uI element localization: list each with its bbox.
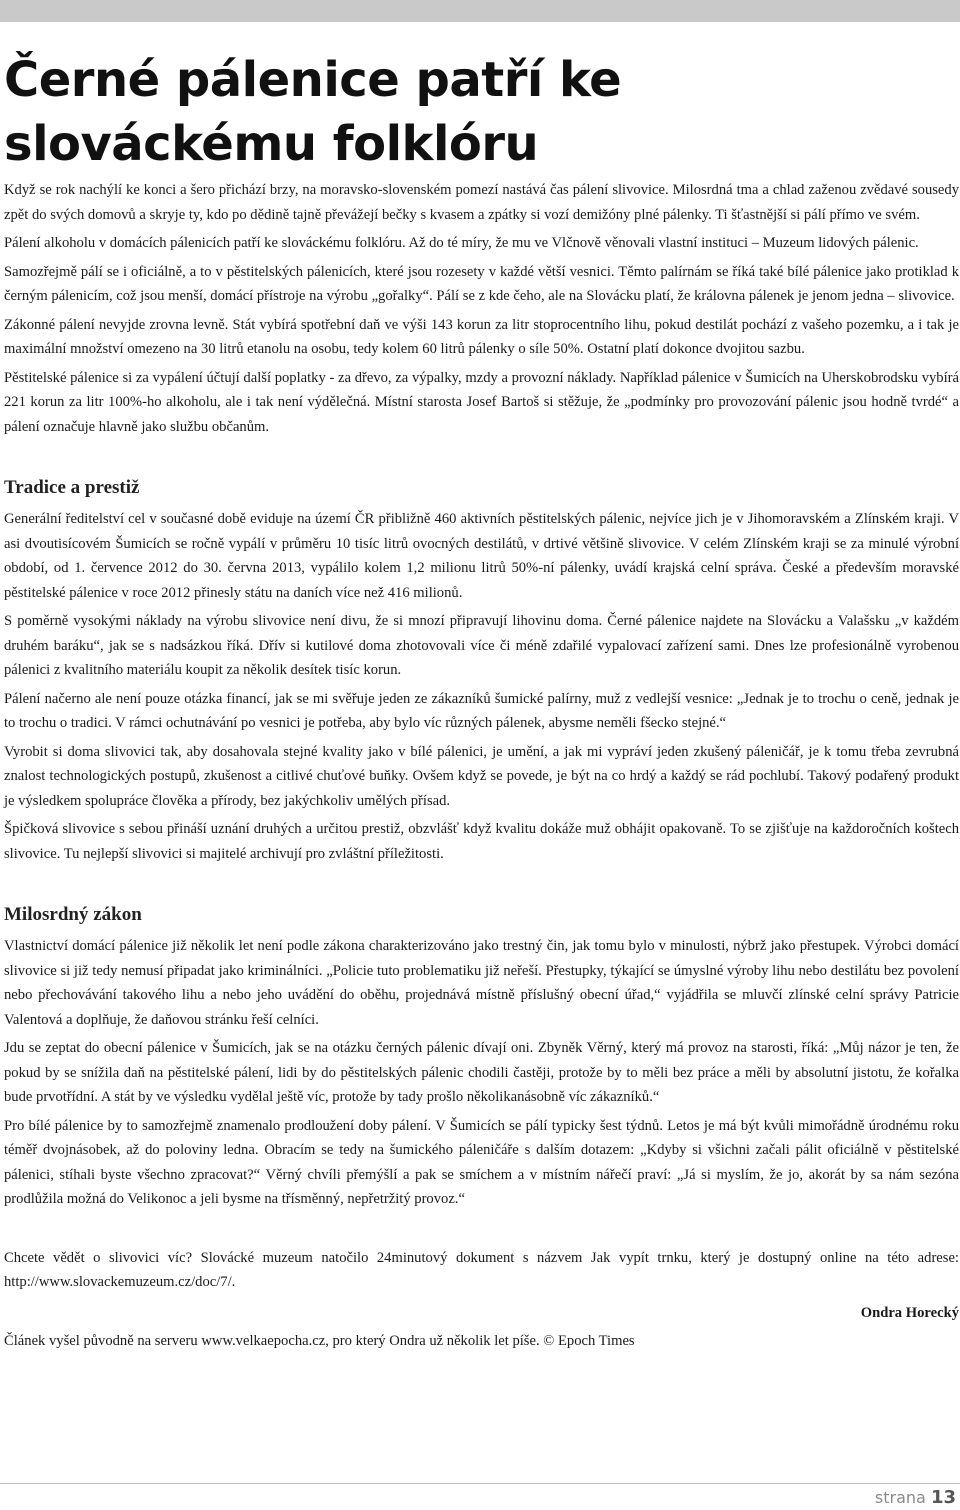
article-title: Černé pálenice patří ke slováckému folklóru [4, 52, 622, 172]
paragraph: Vyrobit si doma slivovici tak, aby dosahovala stejné kvality jako v bílé pálenici, je umění, a jak mi vypráví jeden zkušený páleničář, je k tomu třeba zevrubná znalost technologických postupů, zkušenost a citlivé chuťové buňky. Ovšem když se povede, je být na co hrdý a každý se rád pochlubí. Takový podařený produkt je výsledkem spolupráce člověka a přírody, bez jakýchkoliv umělých přísad. [4, 743, 959, 809]
paragraph: S poměrně vysokými náklady na výrobu slivovice není divu, že si mnozí připravují lihovinu doma. Černé pálenice najdete na Slovácku a Valašsku „v každém druhém baráku“, jak se s nadsázkou říká. Dřív si kutilové doma zhotovovali více či méně zdařilé vypalovací zařízení sami. Dnes lze profesionálně vyrobenou pálenici z kvalitního materiálu koupit za několik desítek tisíc korun. [4, 613, 959, 678]
paragraph: Vlastnictví domácí pálenice již několik let není podle zákona charakterizováno jako trestný čin, jak tomu bylo v minulosti, nýbrž jako přestupek. Výrobci domácí slivovice si již tedy nemusí připadat jako kriminálníci. „Policie tuto problematiku již neřeší. Přestupky, týkající se úmyslné výroby lihu nebo destilátu bez povolení nebo přechovávání takového lihu a nebo jeho uvádění do oběhu, projednává místně příslušný obecní úřad,“ vyjádřila se mluvčí zlínské celní správy Patricie Valentová a doplňuje, že daňovou stránku řeší celníci. [4, 938, 959, 1028]
more-info-paragraph: Chcete vědět o slivovici víc? Slovácké muzeum natočilo 24minutový dokument s názvem Jak vypít trnku, který je dostupný online na této adrese: http://www.slovackemuzeum.cz/doc/7/. [4, 1249, 959, 1290]
paragraph: Špičková slivovice s sebou přináší uznání druhých a určitou prestiž, obzvlášť když kvalitu dokáže muž obhájit opakovaně. To se zjišťuje na každoročních koštech slivovice. Tu nejlepší slivovici si majitelé archivují pro zvláštní příležitosti. [4, 821, 959, 862]
page-label: strana [874, 1488, 926, 1507]
section-heading: Milosrdný zákon [4, 904, 142, 925]
top-bar [0, 0, 960, 22]
paragraph: Zákonné pálení nevyjde zrovna levně. Stát vybírá spotřební daň ve výši 143 korun za litr stoprocentního lihu, pokud destilát pochází z vašeho pozemku, a i tak je maximální množství omezeno na 30 litrů etanolu na osobu, tedy kolem 60 litrů pálenky o síle 50%. Ostatní platí dokonce dvojitou sazbu. [4, 316, 959, 357]
section-heading: Tradice a prestiž [4, 477, 140, 498]
page-footer [0, 1483, 960, 1510]
spacer [4, 1216, 959, 1246]
author-name: Ondra Horecký [860, 1304, 959, 1321]
paragraph: Samozřejmě pálí se i oficiálně, a to v pěstitelských pálenicích, které jsou rozesety v každé větší vesnici. Těmto palírnám se říká také bílé pálenice jako protiklad k černým pálenicím, což jsou menší, domácí přístroje na výrobu „gořalky“. Pálí se z kde čeho, ale na Slovácku platí, že královna pálenek je jenom jedna – slivovice. [4, 263, 959, 304]
paragraph: Jdu se zeptat do obecní pálenice v Šumicích, jak se na otázku černých pálenic dívají oni. Zbyněk Věrný, který má provoz na starosti, říká: „Můj názor je ten, že pokud by se snížila daň na pěstitelské pálení, lidi by do pěstitelských pálenic chodili častěji, protože by to měli bez práce a měli by absolutní jistotu, že kořalka bude prvotřídní. A stát by ve výsledku vydělal ještě víc, protože by tady prošlo několikanásobně víc zákazníků.“ [4, 1040, 959, 1105]
paragraph: Pálení načerno ale není pouze otázka financí, jak se mi svěřuje jeden ze zákazníků šumické palírny, muž z vedlejší vesnice: „Jednak je to trochu o ceně, jednak je to trochu o tradici. V rámci ochutnávání po vesnici je potřeba, aby bylo víc různých pálenek, abysme neměli fšecko stejné.“ [4, 690, 959, 731]
page-number-value: 13 [930, 1487, 956, 1508]
article-body [4, 178, 959, 1358]
paragraph: Pro bílé pálenice by to samozřejmě znamenalo prodloužení doby pálení. V Šumicích se pálí typicky šest týdnů. Letos je má být kvůli mimořádně úrodnému roku téměř dvojnásobek, až do poloviny ledna. Obracím se tedy na šumického páleničáře s dalším dotazem: „Kdyby si všichni začali pálit oficiálně v pěstitelské pálenici, stíhali byste všechno zpracovat?“ Věrný chvíli přemýšlí a pak se smíchem a v místním nářečí praví: „Já si myslím, že jo, akorát by sa nám sezóna prodlůžila možná do Velikonoc a jeli bysme na třísměnný, nepřetržitý provoz.“ [4, 1117, 959, 1207]
paragraph: Generální ředitelství cel v současné době eviduje na území ČR přibližně 460 aktivních pěstitelských pálenic, nejvíce jich je v Jihomoravském a Zlínském kraji. V asi dvoutisícovém Šumicích se ročně vypálí v průměru 10 tisíc litrů ovocných destilátů, v drtivé většině slivovice. V celém Zlínském kraji se za minulé výrobní období, od 1. července 2012 do 30. června 2013, vypálilo kolem 1,2 milionu litrů 50%-ní pálenky, uvádí krajská celní správa. České a především moravské pěstitelské pálenice v roce 2012 přinesly státu na daních více než 416 milionů. [4, 511, 959, 601]
paragraph: Když se rok nachýlí ke konci a šero přichází brzy, na moravsko-slovenském pomezí nastává čas pálení slivovice. Milosrdná tma a chlad zaženou zvědavé sousedy zpět do svých domovů a skryje ty, kdo po dědině tajně převážejí bečky s kvasem a zpátky si vozí demižóny plné pálenky. Ti šťastnější si pálí přímo ve svém. [4, 182, 959, 223]
page-number [875, 1487, 956, 1508]
paragraph: Pěstitelské pálenice si za vypálení účtují další poplatky - za dřevo, za výpalky, mzdy a provozní náklady. Například pálenice v Šumicích na Uherskobrodsku vybírá 221 korun za litr 100%-ho alkoholu, ale i tak není výdělečná. Místní starosta Josef Bartoš si stěžuje, že „podmínky pro provozování pálenic jsou hodně tvrdé“ a pálení označuje hlavně jako službu občanům. [4, 369, 959, 435]
source-note: Článek vyšel původně na serveru www.velkaepocha.cz, pro který Ondra už několik let píše. © Epoch Times [4, 1333, 635, 1349]
paragraph: Pálení alkoholu v domácích pálenicích patří ke slováckému folklóru. Až do té míry, že mu ve Vlčnově věnovali vlastní instituci – Muzeum lidových pálenic. [4, 235, 919, 251]
